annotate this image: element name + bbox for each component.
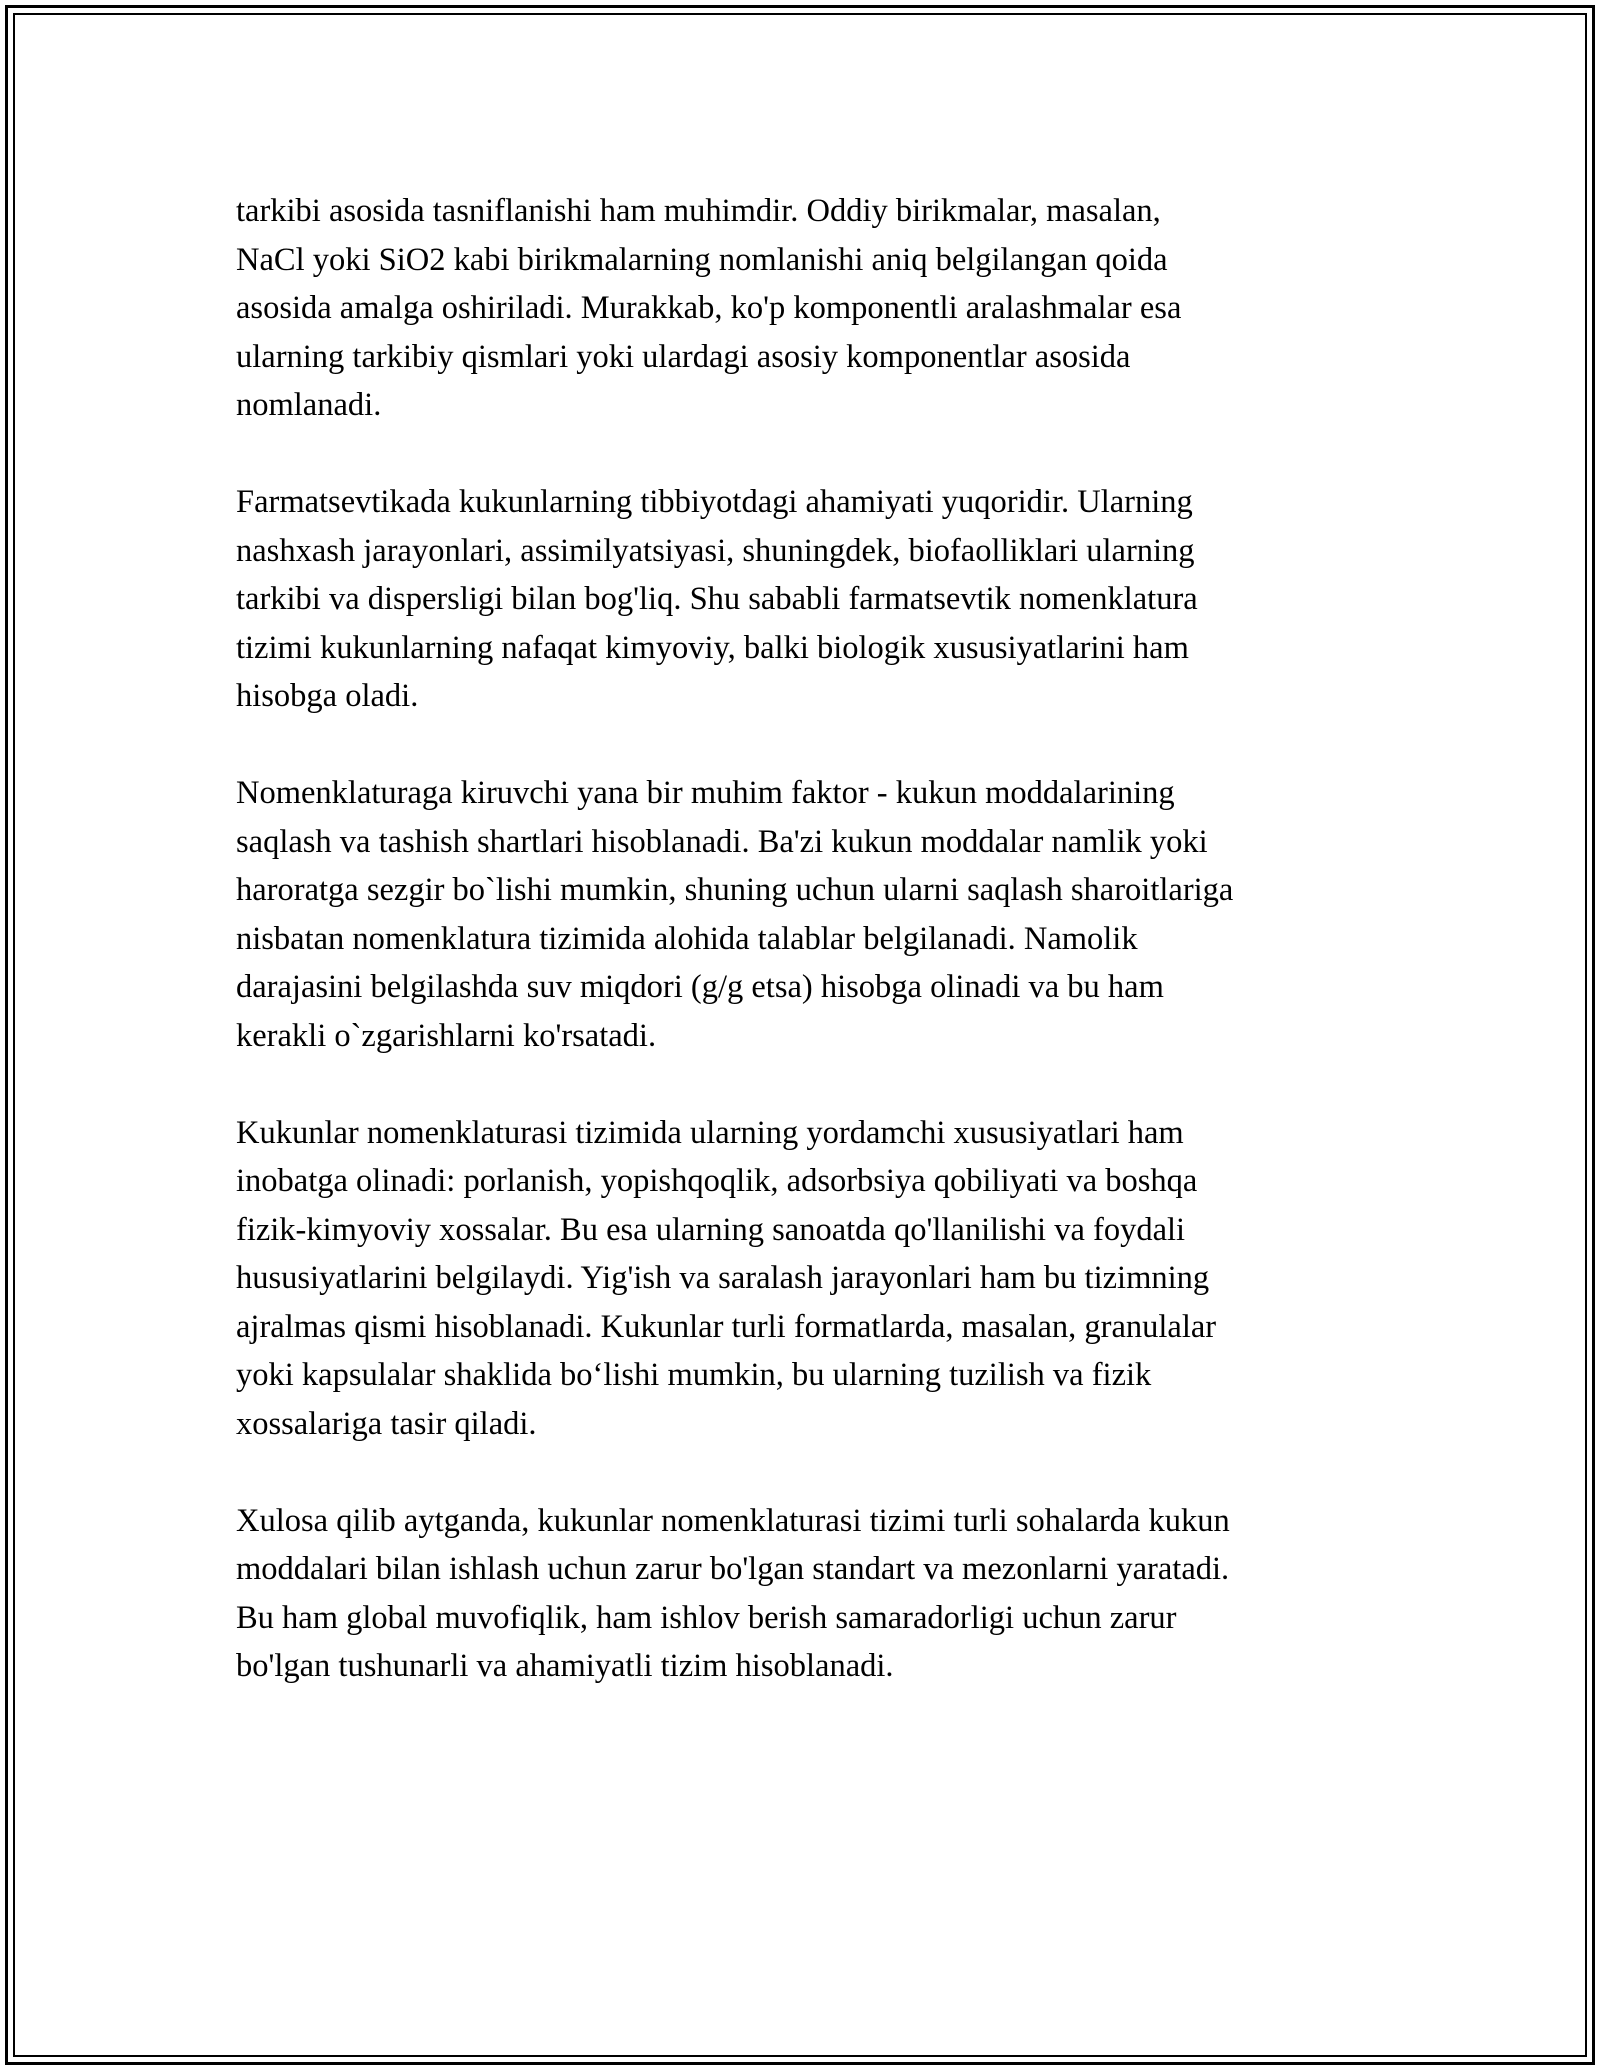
paragraph: [236, 478, 1376, 721]
text-line: Xulosa qilib aytganda, kukunlar nomenklaturasi tizimi turli sohalarda kukun: [236, 1502, 1230, 1539]
text-line: nisbatan nomenklatura tizimida alohida talablar belgilanadi. Namolik: [236, 920, 1138, 957]
text-line: Bu ham global muvofiqlik, ham ishlov berish samaradorligi uchun zarur: [236, 1599, 1177, 1636]
text-line: inobatga olinadi: porlanish, yopishqoqlik, adsorbsiya qobiliyati va boshqa: [236, 1163, 1198, 1199]
text-line: nashxash jarayonlari, assimilyatsiyasi, shuningdek, biofaolliklari ularning: [236, 532, 1195, 569]
text-line: kerakli o`zgarishlarni ko'rsatadi.: [236, 1017, 657, 1054]
document-body: [236, 187, 1376, 1739]
text-line: haroratga sezgir bo`lishi mumkin, shuning uchun ularni saqlash sharoitlariga: [236, 872, 1234, 908]
text-line: Kukunlar nomenklaturasi tizimida ularning yordamchi xususiyatlari ham: [236, 1114, 1184, 1151]
text-line: saqlash va tashish shartlari hisoblanadi. Ba'zi kukun moddalar namlik yoki: [236, 823, 1208, 860]
paragraph: [236, 187, 1376, 430]
text-line: ajralmas qismi hisoblanadi. Kukunlar turli formatlarda, masalan, granulalar: [236, 1308, 1217, 1345]
paragraph: [236, 769, 1376, 1060]
text-line: ularning tarkibiy qismlari yoki ulardagi asosiy komponentlar asosida: [236, 338, 1131, 375]
text-line: fizik-kimyoviy xossalar. Bu esa ularning sanoatda qo'llanilishi va foydali: [236, 1211, 1186, 1248]
text-line: moddalari bilan ishlash uchun zarur bo'lgan standart va mezonlarni yaratadi.: [236, 1551, 1230, 1587]
text-line: xossalariga tasir qiladi.: [236, 1405, 537, 1442]
text-line: asosida amalga oshiriladi. Murakkab, ko'p komponentli aralashmalar esa: [236, 290, 1182, 326]
paragraph: [236, 1497, 1376, 1691]
text-line: hususiyatlarini belgilaydi. Yig'ish va saralash jarayonlari ham bu tizimning: [236, 1260, 1210, 1296]
text-line: Farmatsevtikada kukunlarning tibbiyotdagi ahamiyati yuqoridir. Ularning: [236, 484, 1193, 520]
text-line: tarkibi va dispersligi bilan bog'liq. Shu sababli farmatsevtik nomenklatura: [236, 581, 1198, 617]
text-line: hisobga oladi.: [236, 678, 419, 714]
text-line: tarkibi asosida tasniflanishi ham muhimdir. Oddiy birikmalar, masalan,: [236, 193, 1161, 229]
paragraph: [236, 1109, 1376, 1449]
text-line: Nomenklaturaga kiruvchi yana bir muhim faktor - kukun moddalarining: [236, 775, 1175, 811]
text-line: nomlanadi.: [236, 387, 382, 423]
text-line: NaCl yoki SiO2 kabi birikmalarning nomlanishi aniq belgilangan qoida: [236, 241, 1168, 278]
text-line: bo'lgan tushunarli va ahamiyatli tizim hisoblanadi.: [236, 1648, 894, 1684]
text-line: darajasini belgilashda suv miqdori (g/g etsa) hisobga olinadi va bu ham: [236, 969, 1164, 1005]
text-line: yoki kapsulalar shaklida boʻlishi mumkin, bu ularning tuzilish va fizik: [236, 1357, 1152, 1393]
text-line: tizimi kukunlarning nafaqat kimyoviy, balki biologik xususiyatlarini ham: [236, 629, 1189, 666]
